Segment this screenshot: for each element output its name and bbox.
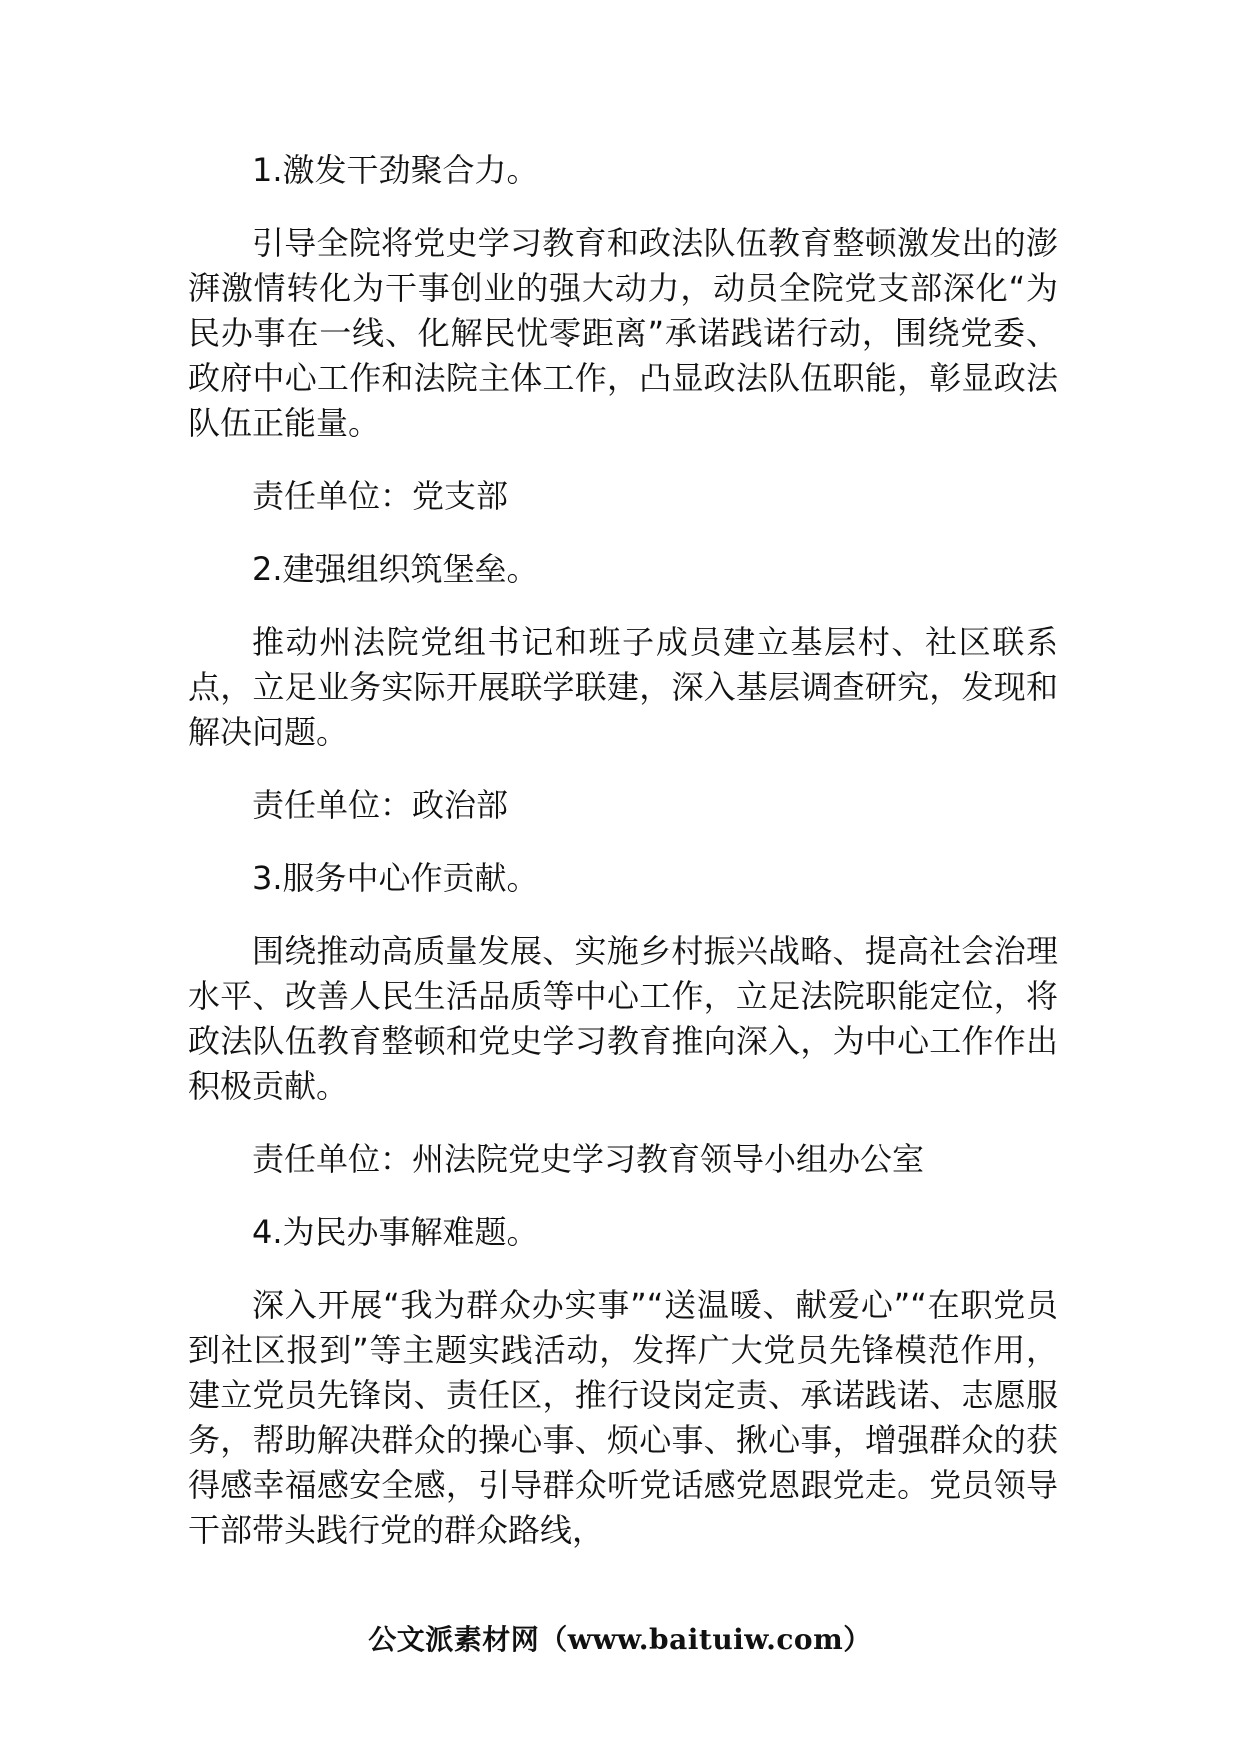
responsible-unit-2: 责任单位：政治部 xyxy=(252,786,509,824)
responsible-unit-3: 责任单位：州法院党史学习教育领导小组办公室 xyxy=(252,1140,925,1178)
paragraph-4: 深入开展“我为群众办实事”“送温暖、献爱心”“在职党员到社区报到”等主题实践活动，发挥广大党员先锋模范作用，建立党员先锋岗、责任区，推行设岗定责、承诺践诺、志愿服务，帮助解决群众的操心事、烦心事、揪心事，增强群众的获得感幸福感安全感，引导群众听党话感党恩跟党走。党员领导干部带头践行党的群众路线， xyxy=(188,1286,1058,1549)
paragraph-3: 围绕推动高质量发展、实施乡村振兴战略、提高社会治理水平、改善人民生活品质等中心工作，立足法院职能定位，将政法队伍教育整顿和党史学习教育推向深入，为中心工作作出积极贡献。 xyxy=(188,932,1058,1105)
responsible-unit-1: 责任单位：党支部 xyxy=(252,477,509,515)
paragraph-2: 推动州法院党组书记和班子成员建立基层村、社区联系点，立足业务实际开展联学联建，深入基层调查研究，发现和解决问题。 xyxy=(188,623,1058,751)
page-footer-watermark: 公文派素材网（www.baituiw.com） xyxy=(368,1623,872,1656)
section-heading-4: 4.为民办事解难题。 xyxy=(252,1213,539,1251)
paragraph-1: 引导全院将党史学习教育和政法队伍教育整顿激发出的澎湃激情转化为干事创业的强大动力，动员全院党支部深化“为民办事在一线、化解民忧零距离”承诺践诺行动，围绕党委、政府中心工作和法院主体工作，凸显政法队伍职能，彰显政法队伍正能量。 xyxy=(188,224,1058,442)
section-heading-2: 2.建强组织筑堡垒。 xyxy=(252,550,539,588)
section-heading-1: 1.激发干劲聚合力。 xyxy=(252,151,539,189)
document-body xyxy=(188,148,1058,1553)
section-heading-3: 3.服务中心作贡献。 xyxy=(252,859,539,897)
